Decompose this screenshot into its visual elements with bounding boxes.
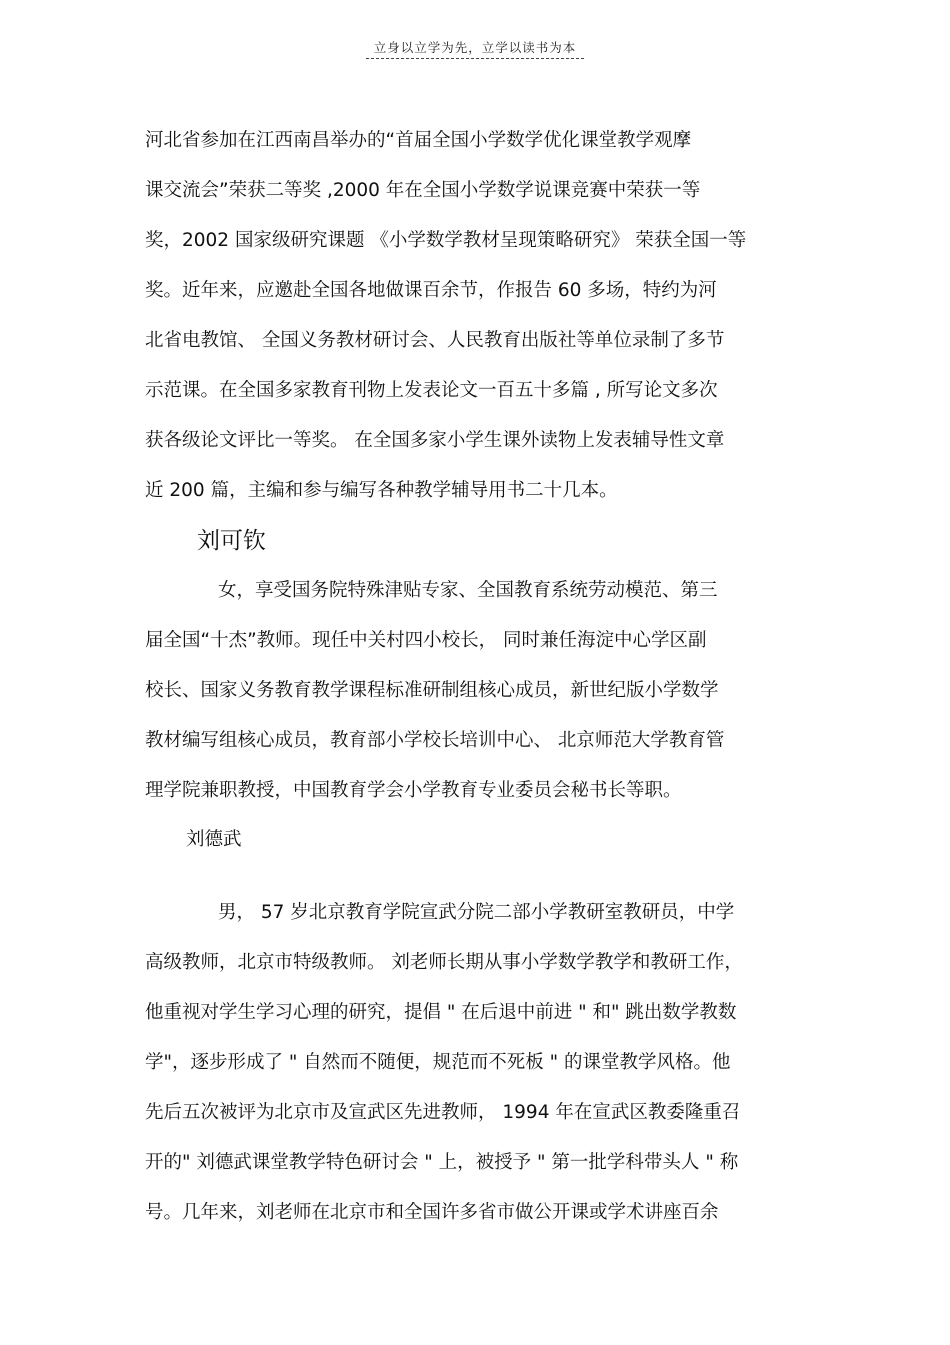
text-line: 高级教师，北京市特级教师。 刘老师长期从事小学数学教学和教研工作，: [145, 952, 743, 973]
text-line: 届全国“十杰”教师。现任中关村四小校长， 同时兼任海淀中心学区副: [145, 630, 707, 651]
text-line: 北省电教馆、 全国义务教材研讨会、人民教育出版社等单位录制了多节: [145, 330, 725, 351]
header-divider: [366, 58, 584, 59]
section-heading-liu-keqin: 刘可钦: [197, 528, 266, 554]
text-line: 教材编写组核心成员，教育部小学校长培训中心、 北京师范大学教育管: [145, 730, 725, 751]
text-line: 示范课。在全国多家教育刊物上发表论文一百五十多篇 , 所写论文多次: [145, 380, 718, 401]
text-line: 奖，2002 国家级研究课题 《小学数学教材呈现策略研究》 荣获全国一等: [145, 230, 747, 251]
text-line: 理学院兼职教授，中国教育学会小学教育专业委员会秘书长等职。: [145, 780, 682, 801]
text-line: 开的" 刘德武课堂教学特色研讨会 " 上，被授予 " 第一批学科带头人 " 称: [145, 1152, 739, 1173]
text-line: 河北省参加在江西南昌举办的“首届全国小学数学优化课堂教学观摩: [145, 130, 692, 151]
page-header: 立身以立学为先，立学以读书为本: [373, 40, 577, 55]
text-line: 号。几年来，刘老师在北京市和全国许多省市做公开课或学术讲座百余: [145, 1202, 719, 1223]
text-line: 课交流会”荣获二等奖 ,2000 年在全国小学数学说课竞赛中荣获一等: [145, 180, 701, 201]
text-line: 他重视对学生学习心理的研究，提倡 " 在后退中前进 " 和" 跳出数学教数: [145, 1002, 737, 1023]
text-line: 男， 57 岁北京教育学院宣武分院二部小学教研室教研员，中学: [218, 902, 735, 923]
text-line: 学"，逐步形成了 " 自然而不随便，规范而不死板 " 的课堂教学风格。他: [145, 1052, 731, 1073]
section-heading-liu-dewu: 刘德武: [186, 829, 242, 850]
text-line: 先后五次被评为北京市及宣武区先进教师， 1994 年在宣武区教委隆重召: [145, 1102, 741, 1123]
text-line: 获各级论文评比一等奖。 在全国多家小学生课外读物上发表辅导性文章: [145, 430, 725, 451]
text-line: 女，享受国务院特殊津贴专家、全国教育系统劳动模范、第三: [218, 580, 718, 601]
text-line: 奖。近年来，应邀赴全国各地做课百余节，作报告 60 多场，特约为河: [145, 280, 717, 301]
text-line: 校长、国家义务教育教学课程标准研制组核心成员，新世纪版小学数学: [145, 680, 719, 701]
text-line: 近 200 篇，主编和参与编写各种教学辅导用书二十几本。: [145, 480, 618, 501]
